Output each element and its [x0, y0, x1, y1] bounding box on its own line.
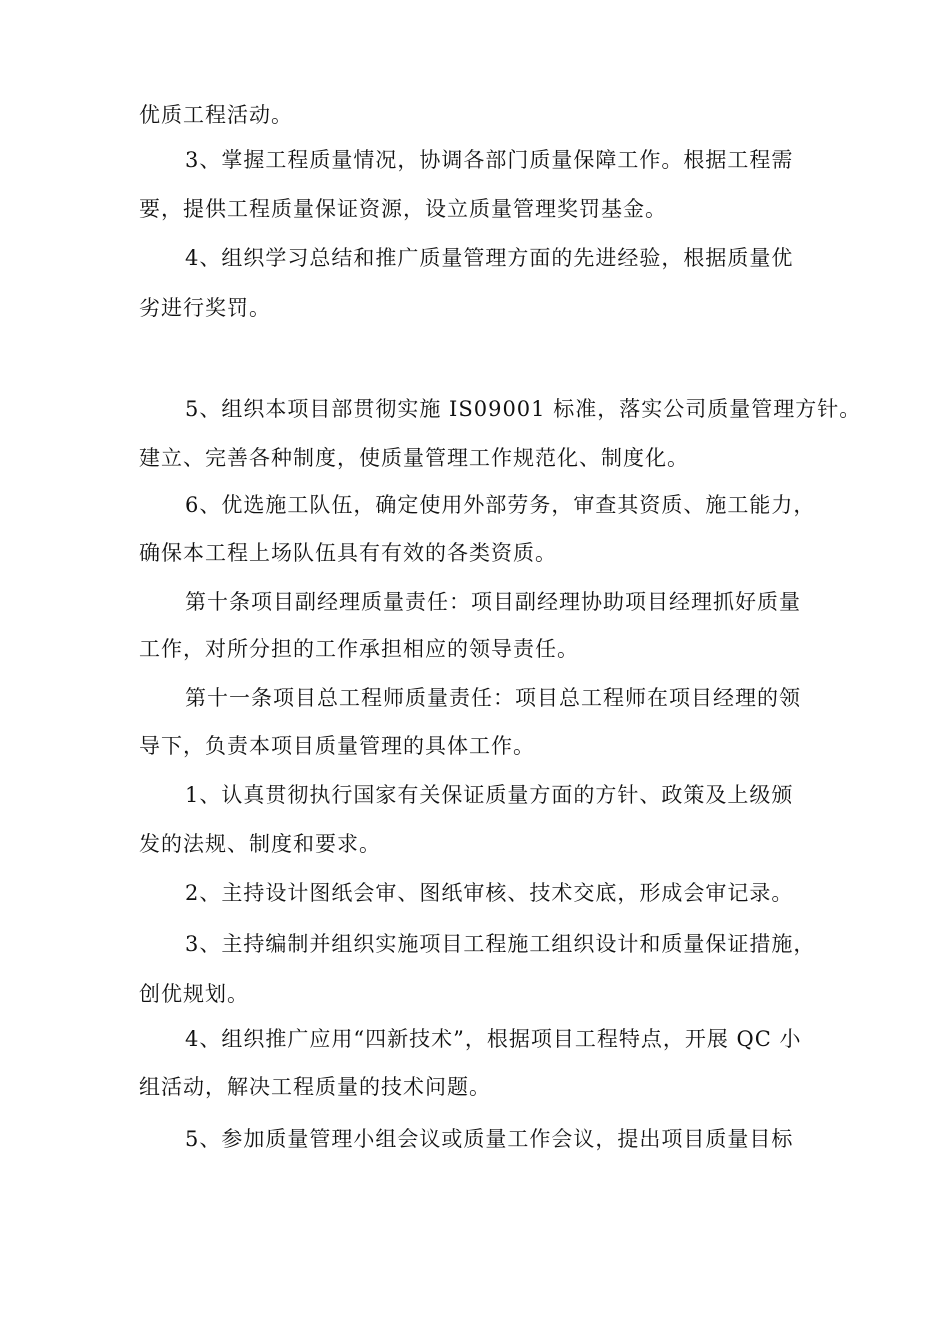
text-line: 工作，对所分担的工作承担相应的领导责任。 [139, 637, 579, 661]
text-line: 劣进行奖罚。 [139, 296, 271, 320]
text-line: 第十条项目副经理质量责任：项目副经理协助项目经理抓好质量 [185, 590, 801, 614]
text-line: 1、认真贯彻执行国家有关保证质量方面的方针、政策及上级颁 [185, 783, 794, 807]
text-line: 3、主持编制并组织实施项目工程施工组织设计和质量保证措施， [185, 932, 816, 956]
text-line: 6、优选施工队伍，确定使用外部劳务，审查其资质、施工能力， [185, 493, 816, 517]
text-line: 确保本工程上场队伍具有有效的各类资质。 [139, 541, 557, 565]
text-line: 4、组织学习总结和推广质量管理方面的先进经验，根据质量优 [185, 246, 794, 270]
text-line: 发的法规、制度和要求。 [139, 832, 381, 856]
text-line: 建立、完善各种制度，使质量管理工作规范化、制度化。 [139, 446, 689, 470]
text-line: 3、掌握工程质量情况，协调各部门质量保障工作。根据工程需 [185, 148, 794, 172]
text-line: 要，提供工程质量保证资源，设立质量管理奖罚基金。 [139, 197, 667, 221]
text-line: 第十一条项目总工程师质量责任：项目总工程师在项目经理的领 [185, 686, 801, 710]
text-line: 4、组织推广应用“四新技术”，根据项目工程特点，开展 QC 小 [185, 1027, 802, 1051]
text-line: 创优规划。 [139, 982, 249, 1006]
text-line: 组活动，解决工程质量的技术问题。 [139, 1075, 491, 1099]
text-line: 2、主持设计图纸会审、图纸审核、技术交底，形成会审记录。 [185, 881, 794, 905]
text-line: 优质工程活动。 [139, 103, 293, 127]
text-line: 导下，负责本项目质量管理的具体工作。 [139, 734, 535, 758]
text-line: 5、参加质量管理小组会议或质量工作会议，提出项目质量目标 [185, 1127, 794, 1151]
text-line: 5、组织本项目部贯彻实施 IS09001 标准，落实公司质量管理方针。 [185, 397, 862, 421]
